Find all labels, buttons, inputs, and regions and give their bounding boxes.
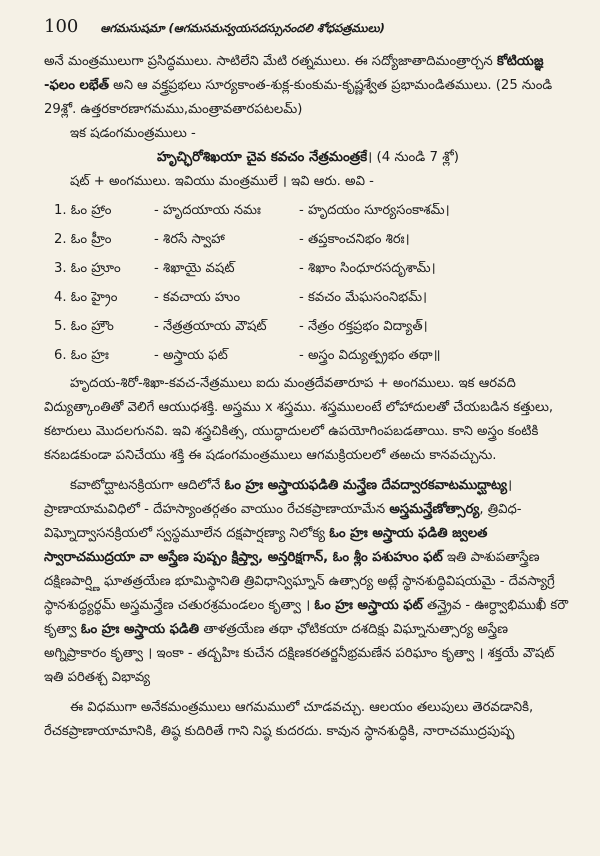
mantra-number: 5. ఓం హ్రౌం — [54, 318, 114, 334]
table-row — [54, 196, 549, 225]
mantra-meaning: - శిఖాం సింధూరసదృశామ్। — [299, 260, 436, 276]
page-header — [44, 16, 572, 50]
paragraph-5 — [44, 474, 572, 690]
paragraph-4: హృదయ-శిరో-శిఖా-కవచ-నేత్రములు ఐదు మంత్రదేవతారూప + అంగములు. ఇక ఆరవది విద్యుత్కాంతితో వెలిగే ఆయుధశక్తి. అస్త్రము x శస్త్రము. శస్త్రములంటే లోహాదులతో చేయబడిన కత్తులు, కటారులు మొదలగునవి. ఇవి శస్త్రచికిత్స, యుద్ధాదులలో ఉపయోగింపబడతాయి. కాని అస్త్రం కంటికి కనబడకుండా పనిచేయు శక్తి ఈ షడంగమంత్రములు ఆగమక్రియలలో తఱచు కానవచ్చును. — [44, 376, 554, 463]
mantra-text: - హృదయాయ నమః — [154, 202, 261, 218]
mantra-number: 6. ఓం హ్రః — [54, 347, 109, 363]
paragraph-5-bold-f: ఓం హ్రః అస్త్రాయ ఫడితి జ్వలత స్వారాచముద్రయా వా అస్త్రేణ పుష్పం క్షిప్త్వా, అన్తరిక్షగాన్, ఓం శ్లీం పశుహుం ఫట్ — [44, 526, 488, 565]
mantra-text: - నేత్రత్రయాయ వౌషట్ — [154, 318, 267, 334]
mantra-meaning: - హృదయం సూర్యసంకాశమ్। — [299, 202, 450, 218]
paragraph-6: ఈ విధముగా అనేకమంత్రములు ఆగమములో చూడవచ్చు. ఆలయం తలుపులు తెరవడానికి, రేచకప్రాణాయామానికి, తిష్ఠ కుదిరితే గాని నిష్ఠ కుదరదు. కావున స్థానశుద్ధికి, నారాచముద్రపుష్ప — [44, 700, 534, 739]
mantra-meaning: - తప్తకాంచనిభం శిరః। — [299, 231, 410, 247]
verse-text: హృచ్ఛిరోశిఖయా చైవ కవచం నేత్రమంత్రకే — [156, 150, 368, 165]
page-body — [44, 50, 572, 744]
paragraph-5-bold-i: ఓం హ్రః అస్త్రాయ ఫట్ — [314, 598, 423, 613]
mantra-text: - శిరసే స్వాహా — [154, 231, 225, 247]
paragraph-5-text-l: తాళత్రయేణ తథా ఛోటికయా దశదిక్షు విఘ్నానుత్సార్య అస్త్రేణ అగ్నిప్రాకారం కృత్వా । ఇంకా - తద్బహిః కుచేన దక్షిణకరతర్జనీభ్రమణేన పరిఘాం కృత్వా । శక్తయే వౌషట్ ఇతి పరితశ్చ విభావ్య — [44, 622, 555, 685]
paragraph-5-text-c: । ప్రాణాయామవిధిలో - దేహస్యాంతర్గతం వాయుం రేచకప్రాణాయామేన — [44, 478, 513, 517]
paragraph-5-text-h: అట్లే స్థానశుద్ధివిషయమై - దేవస్యాగ్రే స్థానశుద్ధ్యర్థమ్ అస్త్రమన్త్రేణ చతురశ్రమండలం కృత్వా । — [44, 574, 555, 613]
mantra-text: - కవచాయ హుం — [154, 289, 241, 305]
page-number: 100 — [44, 16, 79, 37]
paragraph-3: షట్ + అంగములు. ఇవియు మంత్రములే । ఇవి ఆరు. అవి - — [70, 174, 374, 189]
running-head: ఆగమసుషమా (ఆగమసమన్వయసదస్సునందలి శోధపత్రములు) — [100, 21, 385, 35]
paragraph-1-bold-phrase: కోటియజ్ఞ -ఫలం లభేత్ — [44, 54, 544, 93]
paragraph-2: ఇక షడంగమంత్రములు - — [70, 126, 196, 141]
mantra-text: - అస్త్రాయ ఫట్ — [154, 347, 228, 363]
paragraph-1-text-c: అని ఆ వక్త్రప్రభలు సూర్యకాంత-శుక్ల-కుంకుమ-కృష్ణశ్వేత ప్రభామండితములు. (25 నుండి 29శ్లో. ఉత్తరకారణాగమము,మంత్రావతారపటలమ్) — [44, 78, 553, 117]
mantra-number: 3. ఓం హ్రూం — [54, 260, 121, 276]
verse-reference: । (4 నుండి 7 శ్లో) — [367, 150, 460, 165]
mantra-table — [54, 196, 549, 370]
paragraph-5-bold-k: ఓం హ్రః అస్త్రాయ ఫడితి — [80, 622, 200, 637]
paragraph-5-bold-b: ఓం హ్రః అస్త్రాయఫడితి మన్త్రేణ దేవద్వారకవాటముద్ఘాట్య — [224, 478, 508, 493]
table-row — [54, 225, 549, 254]
paragraph-5-text-j: తన్త్రైవ - ఊర్ధ్వాభిముఖీ కరౌ కృత్వా — [44, 598, 569, 637]
table-row — [54, 341, 549, 370]
mantra-meaning: - నేత్రం రక్తప్రభం విద్యాత్। — [299, 318, 428, 334]
paragraph-5-text-g: ఇతి పాశుపతాస్త్రేణ దక్షిణపార్ష్ణి ఘాతత్రయేణ భూమిస్థానితి త్రివిధాన్విఘ్నాన్ ఉత్సార్య — [44, 550, 540, 589]
verse-line — [44, 146, 572, 170]
paragraph-5-text-a: కవాటోద్ఘాటనక్రియగా ఆదిలోనే — [70, 478, 225, 493]
paragraph-5-bold-d: అస్త్రమన్త్రేణోత్సార్య — [389, 502, 480, 517]
mantra-number: 4. ఓం హ్రైం — [54, 289, 118, 305]
table-row — [54, 312, 549, 341]
mantra-number: 1. ఓం హ్రాం — [54, 202, 112, 218]
mantra-number: 2. ఓం హ్రీం — [54, 231, 112, 247]
mantra-text: - శిఖాయై వషట్ — [154, 260, 235, 276]
paragraph-1-text-a: అనే మంత్రములుగా ప్రసిద్ధములు. సాటిలేని మేటి రత్నములు. ఈ సద్యోజాతాదిమంత్రార్చన — [44, 54, 497, 69]
table-row — [54, 283, 549, 312]
mantra-meaning: - కవచం మేఘసంనిభమ్। — [299, 289, 428, 305]
mantra-meaning: - అస్త్రం విద్యుత్ప్రభం తథా॥ — [299, 347, 441, 363]
paragraph-1 — [44, 50, 572, 122]
paragraph-5-text-e: , త్రివిధ-విఘ్నోద్వాసనక్రియలో స్వస్థమూలేన దక్షపార్షణ్యా నిలోక్య — [44, 502, 522, 541]
table-row — [54, 254, 549, 283]
